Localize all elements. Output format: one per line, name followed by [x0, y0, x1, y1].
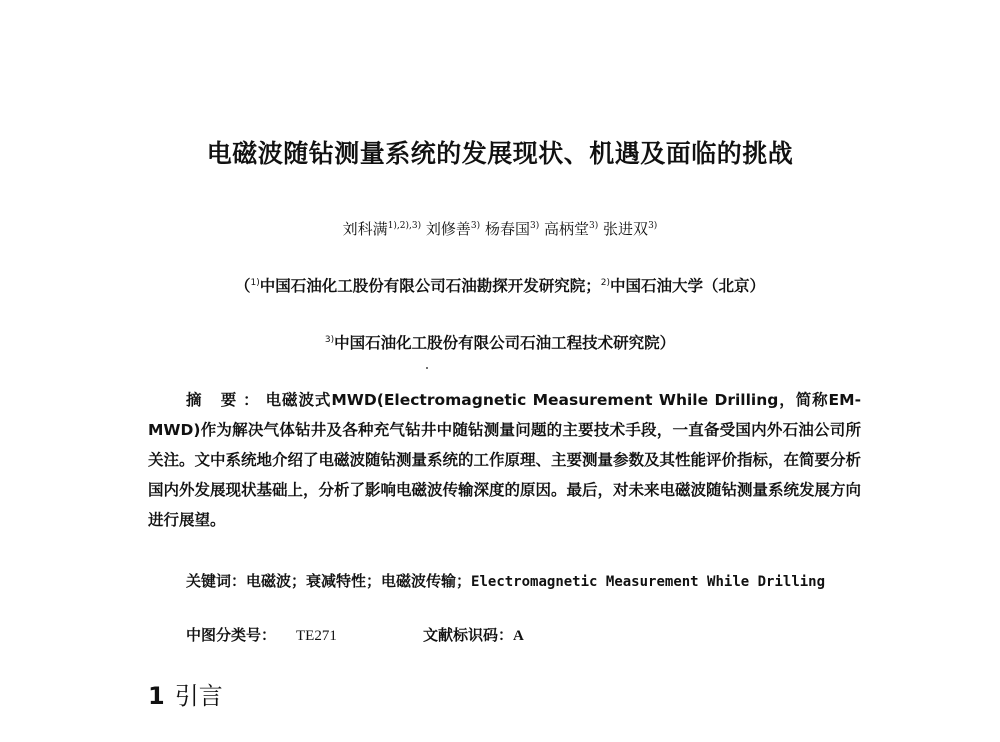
document-code-value: A: [513, 628, 524, 644]
author-name: 张进双: [603, 220, 649, 238]
document-code-label: 文献标识码：: [423, 626, 514, 644]
stray-dot: [426, 367, 428, 369]
affiliation-mark: 1): [250, 278, 260, 288]
affiliation-mark: 2): [600, 278, 610, 288]
author-name: 刘科满: [342, 220, 388, 238]
author-list: [0, 218, 1000, 239]
abstract-text: 电磁波式MWD(Electromagnetic Measurement While Drilling，简称EM-MWD)作为解决气体钻井及各种充气钻井中随钻测量问题的主要技术手段，一直备受国内外石油公司所关注。文中系统地介绍了电磁波随钻测量系统的工作原理、主要测量参数及其性能评价指标，在简要分析国内外发展现状基础上，分析了影响电磁波传输深度的原因。最后，对未来电磁波随钻测量系统发展方向进行展望。: [148, 391, 862, 529]
affiliation-line-1: [0, 274, 1000, 296]
affiliation-org-3: 中国石油化工股份有限公司石油工程技术研究院）: [334, 334, 676, 352]
affiliation-open-paren: （: [234, 277, 251, 295]
author-affiliation-mark: 3): [648, 221, 658, 231]
affiliation-org-2: 中国石油大学（北京）: [610, 277, 766, 295]
author-affiliation-mark: 3): [589, 221, 599, 231]
affiliation-mark: 3): [324, 335, 335, 345]
keywords-english: Electromagnetic Measurement While Drilling: [471, 574, 826, 590]
author-affiliation-mark: 3): [470, 221, 481, 231]
author-name: 刘修善: [425, 220, 471, 238]
abstract: [148, 385, 861, 535]
author-name: 杨春国: [484, 220, 530, 238]
section-title: 引言: [174, 682, 223, 710]
classification-label: 中图分类号：: [186, 626, 277, 644]
affiliation-org-1: 中国石油化工股份有限公司石油勘探开发研究院；: [259, 277, 601, 295]
classification-number: [186, 624, 337, 645]
author-affiliation-mark: 3): [529, 221, 540, 231]
section-number: 1: [148, 682, 165, 710]
affiliation-line-2: [0, 331, 1000, 353]
keywords: [186, 570, 825, 591]
classification-value: TE271: [296, 628, 337, 644]
author-name: 高柄堂: [544, 220, 590, 238]
section-heading: [148, 676, 223, 711]
author-affiliation-mark: 1),2),3): [387, 221, 422, 231]
keywords-label: 关键词：: [186, 572, 247, 590]
document-code: [423, 624, 524, 645]
keywords-items: 电磁波；衰减特性；电磁波传输；: [246, 572, 472, 590]
paper-title: 电磁波随钻测量系统的发展现状、机遇及面临的挑战: [206, 139, 794, 168]
abstract-label: 摘 要：: [186, 391, 266, 409]
